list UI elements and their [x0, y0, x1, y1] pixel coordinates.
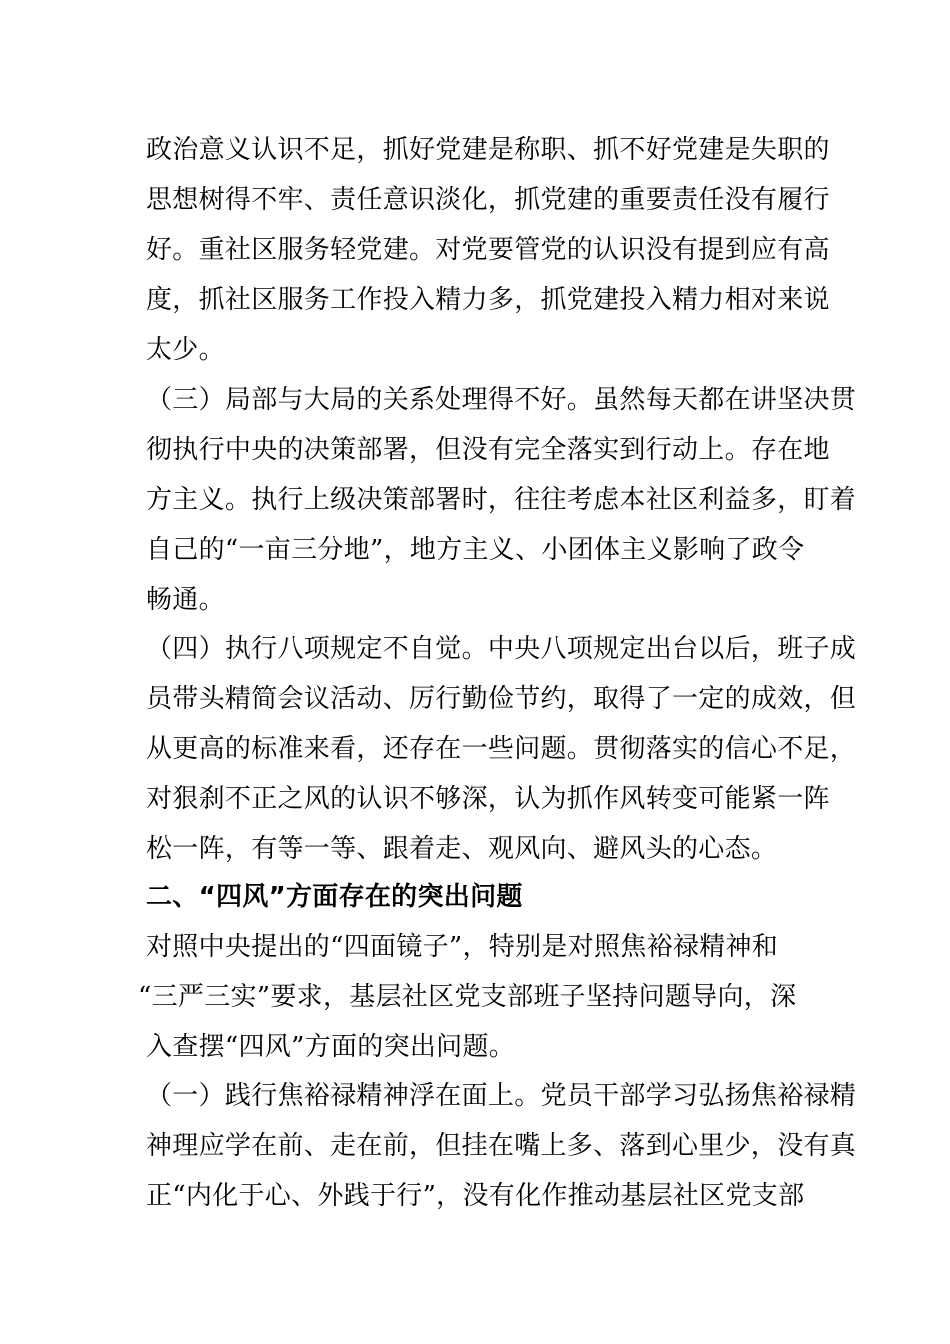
body-line: 正“内化于心、外践于行”，没有化作推动基层社区党支部 — [146, 1181, 805, 1211]
body-line: 神理应学在前、走在前，但挂在嘴上多、落到心里少，没有真 — [146, 1131, 857, 1161]
body-line: 松一阵，有等一等、跟着走、观风向、避风头的心态。 — [146, 834, 778, 864]
body-line: 方主义。执行上级决策部署时，往往考虑本社区利益多，盯着 — [146, 485, 857, 515]
body-line: 好。重社区服务轻党建。对党要管党的认识没有提到应有高 — [146, 235, 830, 265]
body-line: 入查摆“四风”方面的突出问题。 — [146, 1032, 516, 1062]
body-line: 从更高的标准来看，还存在一些问题。贯彻落实的信心不足， — [146, 734, 857, 764]
body-line: “三严三实”要求，基层社区党支部班子坚持问题导向，深 — [138, 982, 797, 1012]
body-line: 对照中央提出的“四面镜子”，特别是对照焦裕禄精神和 — [146, 932, 779, 962]
body-line: 政治意义认识不足，抓好党建是称职、抓不好党建是失职的 — [146, 135, 830, 165]
body-line: （四）执行八项规定不自觉。中央八项规定出台以后，班子成 — [146, 634, 857, 664]
body-line: 思想树得不牢、责任意识淡化，抓党建的重要责任没有履行 — [146, 185, 830, 215]
body-line: 自己的“一亩三分地”，地方主义、小团体主义影响了政令 — [146, 535, 805, 565]
body-line: （一）践行焦裕禄精神浮在面上。党员干部学习弘扬焦裕禄精 — [146, 1081, 857, 1111]
body-line: 太少。 — [146, 335, 225, 365]
body-line: 畅通。 — [146, 585, 225, 615]
body-line: 对狠刹不正之风的认识不够深，认为抓作风转变可能紧一阵 — [146, 784, 830, 814]
body-line: 度，抓社区服务工作投入精力多，抓党建投入精力相对来说 — [146, 285, 830, 315]
section-heading: 二、“四风”方面存在的突出问题 — [146, 882, 523, 912]
body-line: （三）局部与大局的关系处理得不好。虽然每天都在讲坚决贯 — [146, 385, 857, 415]
body-line: 彻执行中央的决策部署，但没有完全落实到行动上。存在地 — [146, 435, 830, 465]
body-line: 员带头精简会议活动、厉行勤俭节约，取得了一定的成效，但 — [146, 684, 857, 714]
